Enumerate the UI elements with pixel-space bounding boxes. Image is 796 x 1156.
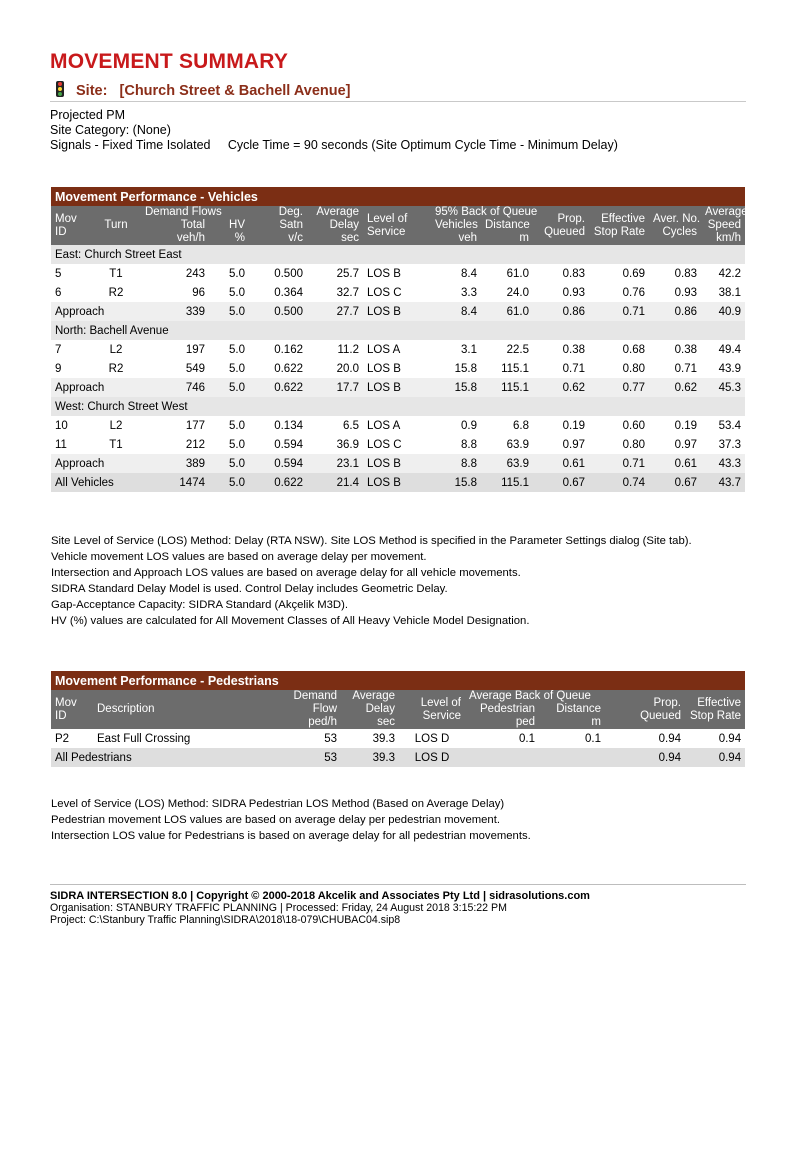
table-cell [539, 748, 605, 767]
table-cell: P2 [55, 732, 70, 745]
table-cell: LOS A [367, 343, 401, 356]
col-level-of-service: Level of Service [399, 690, 465, 729]
table-cell: 0.71 [589, 454, 649, 473]
table-cell: 11 [55, 438, 67, 451]
approach-row [51, 378, 745, 397]
col-demand-flow: Demand Flow ped/h [263, 690, 341, 729]
table-cell: LOS C [367, 438, 402, 451]
footer-project: Project: C:\Stanbury Traffic Planning\SIDRA\2018\18-079\CHUBAC04.sip8 [50, 914, 401, 926]
approach-name: East: Church Street East [51, 245, 745, 264]
table-cell: 5 [55, 267, 62, 280]
table-cell: 63.9 [506, 438, 529, 451]
table-cell: 0.80 [622, 362, 645, 375]
col-effective-stop-rate: Effective Stop Rate [685, 690, 745, 729]
table-cell: LOS B [367, 362, 401, 375]
table-cell: 0.134 [274, 419, 303, 432]
table-cell: 36.9 [336, 438, 359, 451]
table-cell: 0.67 [649, 473, 701, 492]
vehicles-table [51, 187, 748, 492]
col-mov-id: Mov ID [51, 206, 91, 245]
table-cell: 0.622 [249, 378, 307, 397]
table-cell: 43.7 [701, 473, 745, 492]
table-cell: 0.500 [274, 267, 303, 280]
table-cell: 115.1 [481, 378, 533, 397]
scenario-text: Projected PM [50, 108, 126, 122]
table-cell: 0.68 [622, 343, 645, 356]
table-cell: 5.0 [209, 454, 249, 473]
approach-group-header [51, 397, 745, 416]
table-cell: 20.0 [336, 362, 359, 375]
col-queue-distance: Distance m [481, 206, 533, 245]
table-cell: 0.19 [562, 419, 585, 432]
table-cell: 5.0 [229, 267, 245, 280]
col-hv: HV % [209, 206, 249, 245]
table-cell: 24.0 [506, 286, 529, 299]
table-cell: Approach [51, 302, 141, 321]
table-row [51, 416, 745, 435]
table-cell: 5.0 [209, 302, 249, 321]
table-cell: 5.0 [229, 286, 245, 299]
table-cell: 8.4 [461, 267, 477, 280]
table-cell: 0.61 [649, 454, 701, 473]
approach-group-header [51, 321, 745, 340]
col-average-delay: Average Delay sec [341, 690, 399, 729]
table-cell: 49.4 [718, 343, 742, 356]
table-cell: 53 [263, 748, 341, 767]
table-cell: 0.162 [274, 343, 303, 356]
table-cell: 53.4 [718, 419, 742, 432]
table-cell: 0.594 [249, 454, 307, 473]
table-cell: 8.4 [431, 302, 481, 321]
table-cell: 25.7 [336, 267, 359, 280]
table-cell: 39.3 [341, 748, 399, 767]
table-cell: 1474 [141, 473, 209, 492]
table-cell: 3.3 [461, 286, 477, 299]
table-cell: 0.364 [274, 286, 303, 299]
col-queue-vehicles: 95% Back of Queue Vehicles veh [431, 206, 481, 245]
table-cell: LOS B [363, 302, 431, 321]
all-pedestrians-row [51, 748, 745, 767]
table-cell: 22.5 [506, 343, 529, 356]
table-cell: 43.9 [718, 362, 742, 375]
table-cell: 197 [185, 343, 205, 356]
table-cell: 0.38 [562, 343, 585, 356]
table-cell: 6.5 [343, 419, 359, 432]
table-row [51, 435, 745, 454]
table-cell: 0.83 [674, 267, 697, 280]
table-cell: 9 [55, 362, 62, 375]
footer-organisation: Organisation: STANBURY TRAFFIC PLANNING | Processed: Friday, 24 August 2018 3:15:22 PM [50, 902, 507, 914]
table-cell: LOS D [414, 732, 450, 745]
note-line: Intersection LOS value for Pedestrians is based on average delay for all pedestrian movements. [51, 830, 531, 842]
table-cell: 0.60 [622, 419, 645, 432]
table-cell: R2 [108, 362, 124, 375]
table-cell: 15.8 [431, 473, 481, 492]
table-cell: 0.94 [685, 748, 745, 767]
table-cell: 23.1 [307, 454, 363, 473]
vehicle-notes [51, 533, 692, 629]
note-line: HV (%) values are calculated for All Movement Classes of All Heavy Vehicle Model Designation. [51, 615, 530, 627]
pedestrian-notes [51, 796, 531, 844]
table-row [51, 359, 745, 378]
table-cell: 17.7 [307, 378, 363, 397]
col-demand-total: Demand Flows Total veh/h [141, 206, 209, 245]
table-cell: 5.0 [229, 362, 245, 375]
table-cell: 212 [185, 438, 205, 451]
table-cell: All Vehicles [51, 473, 141, 492]
approach-group-header [51, 245, 745, 264]
note-line: Site Level of Service (LOS) Method: Delay (RTA NSW). Site LOS Method is specified in the Parameter Settings dialog (Site tab). [51, 535, 692, 547]
table-cell: 0.71 [589, 302, 649, 321]
table-cell: LOS B [363, 473, 431, 492]
signals-text: Signals - Fixed Time Isolated Cycle Time = 90 seconds (Site Optimum Cycle Time - Minimum Delay) [50, 138, 618, 152]
table-cell: Approach [51, 454, 141, 473]
col-average-delay: Average Delay sec [307, 206, 363, 245]
table-cell: L2 [109, 419, 123, 432]
table-cell: 0.622 [274, 362, 303, 375]
col-effective-stop-rate: Effective Stop Rate [589, 206, 649, 245]
table-row [51, 340, 745, 359]
table-cell: 6.8 [513, 419, 529, 432]
table-cell: 0.62 [533, 378, 589, 397]
table-cell: 0.80 [622, 438, 645, 451]
table-row [51, 264, 745, 283]
col-level-of-service: Level of Service [363, 206, 431, 245]
table-cell: 32.7 [336, 286, 359, 299]
col-aver-cycles: Aver. No. Cycles [649, 206, 701, 245]
table-cell: 3.1 [461, 343, 477, 356]
table-cell: 63.9 [481, 454, 533, 473]
table-cell: Approach [51, 378, 141, 397]
col-queue-distance: Distance m [539, 690, 605, 729]
note-line: Intersection and Approach LOS values are based on average delay for all vehicle movements. [51, 567, 521, 579]
table-cell: LOS C [367, 286, 402, 299]
pedestrians-header-row [51, 690, 745, 729]
table-cell: 7 [55, 343, 62, 356]
table-cell: 5.0 [229, 419, 245, 432]
site-info [50, 108, 618, 153]
pedestrians-table [51, 671, 745, 767]
table-cell: 0.67 [533, 473, 589, 492]
table-cell: 0.71 [562, 362, 585, 375]
table-cell: 0.86 [533, 302, 589, 321]
all-vehicles-row [51, 473, 745, 492]
table-cell: 0.38 [674, 343, 697, 356]
table-cell: 0.69 [622, 267, 645, 280]
table-cell: 37.3 [718, 438, 742, 451]
table-cell: 15.8 [431, 378, 481, 397]
table-cell: 0.71 [674, 362, 697, 375]
table-cell: 0.94 [658, 732, 681, 745]
table-cell: 0.19 [674, 419, 697, 432]
note-line: SIDRA Standard Delay Model is used. Control Delay includes Geometric Delay. [51, 583, 448, 595]
table-cell: 0.93 [562, 286, 585, 299]
approach-name: West: Church Street West [51, 397, 745, 416]
table-cell: 8.8 [431, 454, 481, 473]
table-cell: 115.1 [501, 362, 529, 375]
table-cell: 0.61 [533, 454, 589, 473]
table-cell: LOS D [399, 748, 465, 767]
table-cell: 0.9 [461, 419, 477, 432]
table-cell: 0.74 [589, 473, 649, 492]
table-cell: 549 [185, 362, 205, 375]
col-prop-queued: Prop. Queued [605, 690, 685, 729]
table-cell: 339 [141, 302, 209, 321]
table-cell: 38.1 [718, 286, 742, 299]
vehicles-caption: Movement Performance - Vehicles [51, 187, 745, 206]
table-cell: 0.97 [562, 438, 585, 451]
table-cell: LOS B [363, 454, 431, 473]
page-footer [50, 884, 746, 926]
table-cell: 243 [185, 267, 205, 280]
note-line: Gap-Acceptance Capacity: SIDRA Standard (Akçelik M3D). [51, 599, 348, 611]
table-cell [465, 748, 539, 767]
col-turn: Turn [91, 206, 141, 245]
table-cell: 0.83 [562, 267, 585, 280]
table-row [51, 283, 745, 302]
note-line: Vehicle movement LOS values are based on average delay per movement. [51, 551, 427, 563]
table-cell: 45.3 [701, 378, 745, 397]
table-cell: 10 [55, 419, 68, 432]
table-cell: 746 [141, 378, 209, 397]
table-cell: 0.97 [674, 438, 697, 451]
table-cell: 61.0 [481, 302, 533, 321]
table-cell: 53 [324, 732, 337, 745]
traffic-signal-icon [56, 81, 64, 97]
table-cell: 0.622 [249, 473, 307, 492]
table-cell: 6 [55, 286, 62, 299]
table-cell: T1 [109, 267, 123, 280]
table-cell: 8.8 [461, 438, 477, 451]
table-row [51, 729, 745, 748]
table-cell: 39.3 [372, 732, 395, 745]
table-cell: 5.0 [229, 343, 245, 356]
table-cell: T1 [109, 438, 123, 451]
pedestrians-caption: Movement Performance - Pedestrians [51, 671, 745, 690]
table-cell: 0.500 [249, 302, 307, 321]
table-cell: 0.1 [519, 732, 535, 745]
table-cell: 177 [185, 419, 205, 432]
table-cell: 389 [141, 454, 209, 473]
site-heading [50, 81, 746, 102]
table-cell: LOS B [367, 267, 401, 280]
table-cell: East Full Crossing [97, 732, 191, 745]
table-cell: 61.0 [506, 267, 529, 280]
approach-row [51, 454, 745, 473]
table-cell: 43.3 [701, 454, 745, 473]
table-cell: 0.86 [649, 302, 701, 321]
table-cell: 0.62 [649, 378, 701, 397]
table-cell: LOS B [363, 378, 431, 397]
table-cell: 96 [192, 286, 205, 299]
table-cell: 42.2 [718, 267, 742, 280]
col-prop-queued: Prop. Queued [533, 206, 589, 245]
table-cell: 27.7 [307, 302, 363, 321]
col-mov-id: Mov ID [51, 690, 93, 729]
table-cell: 21.4 [307, 473, 363, 492]
vehicles-header-row [51, 206, 745, 245]
note-line: Level of Service (LOS) Method: SIDRA Pedestrian LOS Method (Based on Average Delay) [51, 798, 505, 810]
table-cell: 0.94 [718, 732, 742, 745]
table-cell: 11.2 [337, 343, 359, 356]
table-cell: R2 [108, 286, 124, 299]
site-category-text: Site Category: (None) [50, 123, 171, 137]
table-cell: 0.594 [274, 438, 303, 451]
note-line: Pedestrian movement LOS values are based on average delay per pedestrian movement. [51, 814, 500, 826]
table-cell: L2 [109, 343, 123, 356]
table-cell: 0.77 [589, 378, 649, 397]
table-cell: 5.0 [209, 473, 249, 492]
table-cell: 0.93 [674, 286, 697, 299]
approach-row [51, 302, 745, 321]
table-cell: 40.9 [701, 302, 745, 321]
table-cell: LOS A [367, 419, 401, 432]
table-cell: All Pedestrians [51, 748, 263, 767]
col-average-speed: Average Speed km/h [701, 206, 745, 245]
approach-name: North: Bachell Avenue [51, 321, 745, 340]
table-cell: 0.94 [605, 748, 685, 767]
page-title: MOVEMENT SUMMARY [50, 50, 289, 73]
col-queue-pedestrian: Average Back of Queue Pedestrian ped [465, 690, 539, 729]
table-cell: 115.1 [481, 473, 533, 492]
table-cell: 0.76 [622, 286, 645, 299]
site-label: Site: [Church Street & Bachell Avenue] [76, 83, 351, 99]
col-deg-satn: Deg. Satn v/c [249, 206, 307, 245]
footer-copyright: SIDRA INTERSECTION 8.0 | Copyright © 2000-2018 Akcelik and Associates Pty Ltd | sidrasolutions.com [50, 890, 590, 902]
table-cell: 5.0 [229, 438, 245, 451]
table-cell: 0.1 [585, 732, 601, 745]
col-description: Description [93, 690, 263, 729]
table-cell: 5.0 [209, 378, 249, 397]
table-cell: 15.8 [454, 362, 477, 375]
